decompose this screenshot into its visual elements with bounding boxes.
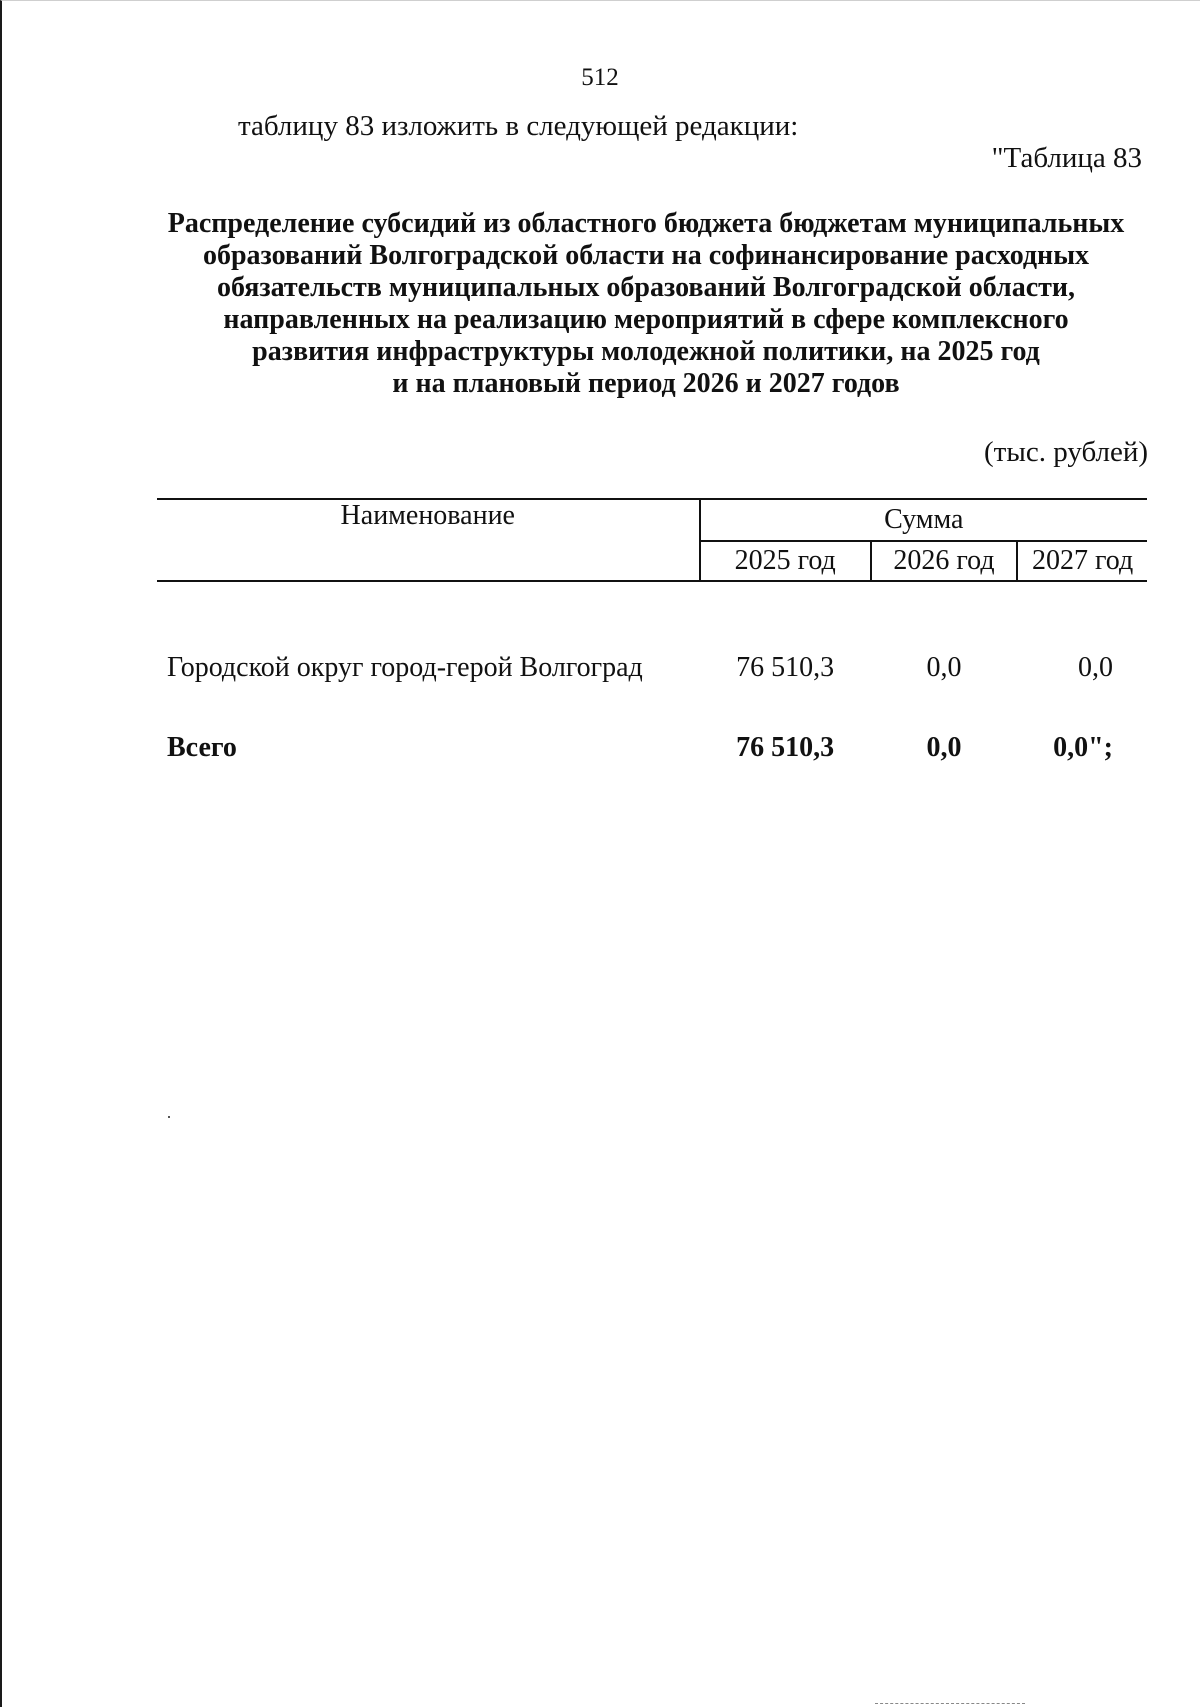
column-header-year-2027: 2027 год bbox=[1017, 541, 1147, 581]
scan-edge-marks bbox=[875, 1703, 1025, 1704]
total-value-2025: 76 510,3 bbox=[736, 732, 835, 763]
column-header-name: Наименование bbox=[157, 499, 700, 581]
row-value-2025: 76 510,3 bbox=[736, 652, 835, 683]
subsidy-table bbox=[157, 498, 1147, 788]
total-value-2027: 0,0"; bbox=[1053, 732, 1113, 763]
title-line: развития инфраструктуры молодежной политики, на 2025 год bbox=[252, 336, 1040, 367]
title-line: обязательств муниципальных образований Волгоградской области, bbox=[216, 272, 1076, 303]
units-label: (тыс. рублей) bbox=[984, 436, 1148, 468]
total-row bbox=[157, 726, 1147, 788]
page-number: 512 bbox=[581, 64, 619, 91]
column-header-year-2026: 2026 год bbox=[871, 541, 1017, 581]
column-header-year-2025: 2025 год bbox=[700, 541, 871, 581]
column-header-sum: Сумма bbox=[700, 499, 1147, 541]
title-line: образований Волгоградской области на софинансирование расходных bbox=[202, 240, 1090, 271]
table-row bbox=[157, 581, 1147, 726]
scan-speck bbox=[168, 1116, 170, 1118]
intro-text: таблицу 83 изложить в следующей редакции: bbox=[238, 110, 799, 142]
total-label: Всего bbox=[167, 732, 237, 763]
title-line: Распределение субсидий из областного бюджета бюджетам муниципальных bbox=[167, 208, 1125, 239]
document-title bbox=[150, 208, 1142, 400]
row-value-2027: 0,0 bbox=[1078, 652, 1113, 683]
title-line: направленных на реализацию мероприятий в сфере комплексного bbox=[223, 304, 1069, 335]
row-name: Городской округ город-герой Волгоград bbox=[167, 652, 643, 683]
row-value-2026: 0,0 bbox=[926, 652, 962, 683]
table-reference: "Таблица 83 bbox=[991, 142, 1142, 174]
title-line: и на плановый период 2026 и 2027 годов bbox=[392, 368, 900, 399]
table-header-row bbox=[157, 499, 1147, 541]
total-value-2026: 0,0 bbox=[926, 732, 962, 763]
